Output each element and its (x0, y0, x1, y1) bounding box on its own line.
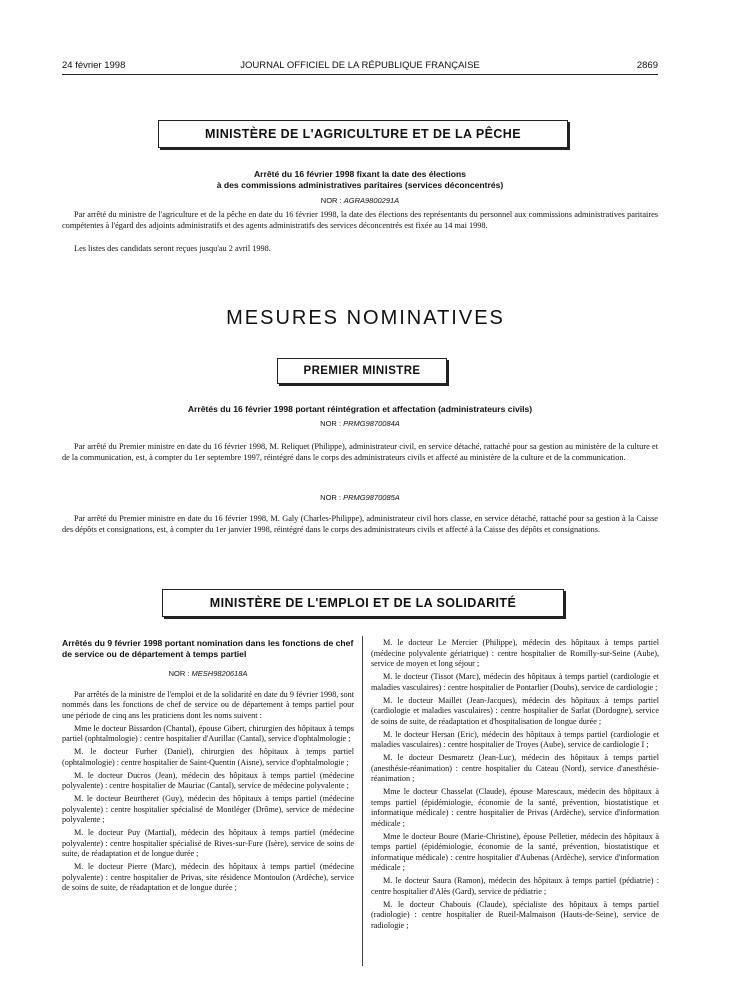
ministry-emploi-heading: MINISTÈRE DE L'EMPLOI ET DE LA SOLIDARITÉ (162, 589, 564, 617)
list-item: M. le docteur Ducros (Jean), médecin des hôpitaux à temps partiel (médecine polyvalente) : centre hospitalier de Mauriac (Cantal), service de médecine polyvalente ; (62, 770, 354, 791)
list-item: M. le docteur Desmaretz (Jean-Luc), médecin des hôpitaux à temps partiel (anesthésie-réanimation) : centre hospitalier du Cateau (Nord), service d'anesthésie-réanimation ; (371, 753, 659, 783)
list-item: M. le docteur Maillet (Jean-Jacques), médecin des hôpitaux à temps partiel (cardiologie et maladies vasculaires) : centre hospitalier de Sarlat (Dordogne), service de soins de suite, de réadaptation et d'hospitalisation de longue durée ; (371, 695, 659, 726)
premier-ministre-heading: PREMIER MINISTRE (277, 358, 447, 384)
list-item: Mme le docteur Boure (Marie-Christine), épouse Pelletier, médecin des hôpitaux à temps partiel (épidémiologie, économie de la santé, prévention, biostatistique et informatique médicale) : centre hospitalier d'Aubenas (Ardèche), service d'information médicale ; (371, 831, 659, 872)
list-item: M. le docteur Beurtheret (Guy), médecin des hôpitaux à temps partiel (médecine polyvalente) : centre hospitalier spécialisé de Montléger (Drôme), service de médecine polyvalente ; (62, 794, 354, 825)
emploi-arrete-title: Arrêtés du 9 février 1998 portant nomination dans les fonctions de chef de service ou de département à temps partiel (62, 638, 354, 659)
nor-code: PRMG9870084A (343, 419, 400, 428)
nor-code: PRMG9870085A (343, 493, 400, 502)
list-item: M. le docteur Le Mercier (Philippe), médecin des hôpitaux à temps partiel (médecine polyvalente gériatrique) : centre hospitalier de Romilly-sur-Seine (Aube), service de moyen et long séjour ; (371, 638, 659, 668)
page-header (62, 60, 658, 75)
premier-paragraph-1: Par arrêté du Premier ministre en date du 16 février 1998, M. Reliquet (Philippe), administrateur civil, en service détaché, rattaché pour sa gestion au ministère de la culture et de la communication, est, à compter du 1er septembre 1997, réintégré dans le corps des administrateurs civils et affecté au ministère de la culture et de la communication. (62, 442, 658, 462)
page-number: 2869 (636, 60, 658, 71)
list-item: Mme le docteur Chasselat (Claude), épouse Marescaux, médecin des hôpitaux à temps partiel (épidémiologie, économie de la santé, prévention, biostatistique et informatique médicale) : centre hospitalier de Privas (Ardèche), service d'information médicale ; (371, 787, 659, 828)
list-item: M. le docteur Chabouis (Claude), spécialiste des hôpitaux à temps partiel (radiologie) : centre hospitalier de Rueil-Malmaison (Hauts-de-Seine), service de radiologie ; (371, 899, 659, 930)
list-item: M. le docteur Furher (Daniel), chirurgien des hôpitaux à temps partiel (ophtalmologie) : centre hospitalier de Saint-Quentin (Aisne), service d'ophtalmologie ; (62, 747, 354, 767)
nor-label: NOR : (320, 419, 342, 428)
list-item: Mme le docteur Bissardon (Chantal), épouse Gibert, chirurgien des hôpitaux à temps partiel (ophtalmologie) : centre hospitalier d'Aurillac (Cantal), service d'ophtalmologie ; (62, 723, 354, 744)
agriculture-title-line2: à des commissions administratives paritaires (services déconcentrés) (216, 180, 504, 190)
journal-title: JOURNAL OFFICIEL DE LA RÉPUBLIQUE FRANÇAISE (240, 60, 480, 71)
nor-code: AGRA9800291A (343, 196, 400, 205)
list-item: M. le docteur Pierre (Marc), médecin des hôpitaux à temps partiel (médecine polyvalente) : centre hospitalier de Privas, site résidence Montoulon (Ardèche), service de soins de suite, de réadaptation et de longue durée ; (62, 862, 354, 893)
nor-label: NOR : (168, 668, 190, 678)
list-item: M. le docteur Hersan (Eric), médecin des hôpitaux à temps partiel (cardiologie et maladies vasculaires) : centre hospitalier de Troyes (Aube), service de cardiologie I ; (371, 729, 659, 749)
column-divider (362, 636, 363, 966)
agriculture-paragraph-1: Par arrêté du ministre de l'agriculture et de la pêche en date du 16 février 1998, la date des élections des représentants du personnel aux commissions administratives paritaires compétentes à l'égard des adjoints administratifs et des agents administratifs des services déconcentrés est fixée au 14 mai 1998. (62, 210, 658, 230)
mesures-nominatives-heading: MESURES NOMINATIVES (226, 307, 505, 329)
issue-date: 24 février 1998 (62, 60, 126, 71)
list-item: M. le docteur (Tissot (Marc), médecin des hôpitaux à temps partiel (cardiologie et maladies vasculaires) : centre hospitalier de Pontarlier (Doubs), service de cardiologie ; (371, 672, 659, 692)
right-column (371, 638, 659, 934)
premier-nor-2 (62, 493, 658, 502)
premier-arrete-title: Arrêtés du 16 février 1998 portant réintégration et affectation (administrateurs civils) (187, 404, 533, 414)
agriculture-title-line1: Arrêté du 16 février 1998 fixant la date des élections (253, 169, 467, 179)
nor-label: NOR : (320, 196, 342, 205)
emploi-nor (62, 669, 354, 678)
nor-code: MESH9820618A (191, 668, 248, 678)
left-column (62, 638, 354, 896)
list-item: M. le docteur Puy (Martial), médecin des hôpitaux à temps partiel (médecine polyvalente) : centre hospitalier spécialisé de Rives-sur-Fure (Isère), service de soins de suite, de réadaptation et de longue durée ; (62, 828, 354, 859)
ministry-agriculture-heading: MINISTÈRE DE L'AGRICULTURE ET DE LA PÊCHE (158, 120, 568, 148)
premier-nor-1 (62, 419, 658, 428)
list-item: M. le docteur Saura (Ramon), médecin des hôpitaux à temps partiel (pédiatrie) : centre hospitalier d'Alès (Gard), service de pédiatrie ; (371, 876, 659, 896)
agriculture-nor (62, 196, 658, 205)
premier-paragraph-2: Par arrêté du Premier ministre en date du 16 février 1998, M. Galy (Charles-Philippe), administrateur civil hors classe, en service détaché, rattaché pour sa gestion à la Caisse des dépôts et consignations, est, à compter du 1er janvier 1998, réintégré dans le corps des administrateurs civils et affecté à la Caisse des dépôts et consignations. (62, 514, 658, 534)
nor-label: NOR : (320, 493, 342, 502)
list-item: Par arrêtés de la ministre de l'emploi et de la solidarité en date du 9 février 1998, sont nommés dans les fonctions de chef de service ou de département à temps partiel pour une période de cinq ans les praticiens dont les noms suivent : (62, 689, 354, 720)
agriculture-arrete-title (62, 169, 658, 191)
agriculture-paragraph-2: Les listes des candidats seront reçues jusqu'au 2 avril 1998. (74, 244, 271, 253)
